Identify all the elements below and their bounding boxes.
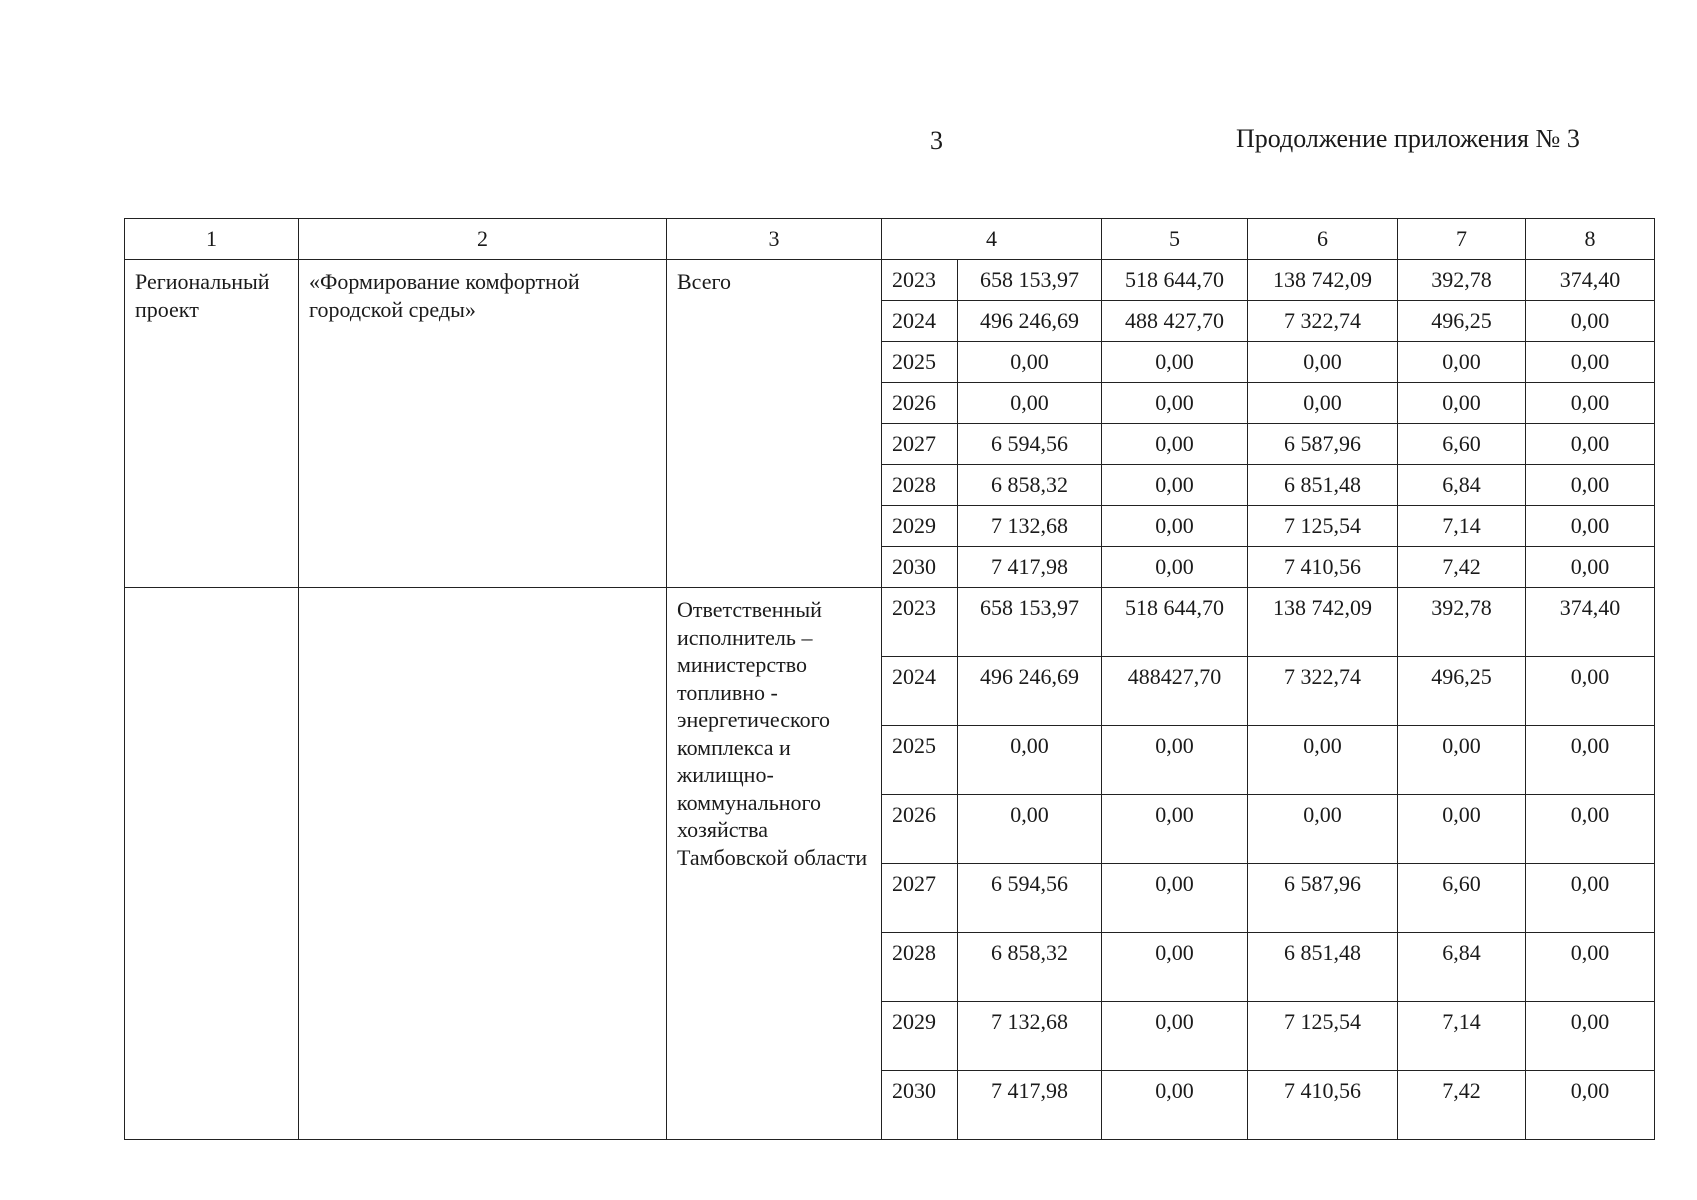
value-cell-5: 0,00 [1102,424,1248,465]
year-cell: 2024 [882,301,958,342]
value-cell-4: 496 246,69 [958,301,1102,342]
value-cell-6: 7 125,54 [1248,1002,1398,1071]
column-header-5: 5 [1102,219,1248,260]
value-cell-8: 0,00 [1526,1002,1655,1071]
value-cell-4: 658 153,97 [958,260,1102,301]
value-cell-6: 138 742,09 [1248,588,1398,657]
value-cell-7: 6,60 [1398,864,1526,933]
row-col1-text: Региональный проект [135,269,270,322]
year-cell: 2028 [882,933,958,1002]
value-cell-7: 0,00 [1398,795,1526,864]
column-header-7: 7 [1398,219,1526,260]
value-cell-8: 0,00 [1526,726,1655,795]
value-cell-8: 0,00 [1526,547,1655,588]
year-cell: 2029 [882,506,958,547]
table-row [125,260,1655,301]
row-col1-cell [125,588,299,1140]
value-cell-8: 0,00 [1526,864,1655,933]
value-cell-8: 374,40 [1526,588,1655,657]
value-cell-7: 0,00 [1398,383,1526,424]
value-cell-5: 0,00 [1102,864,1248,933]
row-col2-cell [299,588,667,1140]
value-cell-7: 7,14 [1398,1002,1526,1071]
value-cell-7: 7,42 [1398,547,1526,588]
year-cell: 2025 [882,726,958,795]
value-cell-8: 0,00 [1526,342,1655,383]
value-cell-6: 6 587,96 [1248,424,1398,465]
value-cell-4: 7 417,98 [958,547,1102,588]
year-cell: 2025 [882,342,958,383]
value-cell-5: 0,00 [1102,506,1248,547]
value-cell-7: 0,00 [1398,342,1526,383]
year-cell: 2026 [882,795,958,864]
value-cell-7: 392,78 [1398,260,1526,301]
value-cell-6: 6 587,96 [1248,864,1398,933]
value-cell-7: 7,42 [1398,1071,1526,1140]
column-header-2: 2 [299,219,667,260]
row-col3-cell [667,260,882,588]
row-col2-text [299,588,666,596]
value-cell-7: 6,84 [1398,933,1526,1002]
value-cell-4: 6 594,56 [958,424,1102,465]
value-cell-6: 0,00 [1248,795,1398,864]
value-cell-5: 0,00 [1102,342,1248,383]
value-cell-4: 0,00 [958,726,1102,795]
year-cell: 2026 [882,383,958,424]
value-cell-6: 7 322,74 [1248,657,1398,726]
year-cell: 2024 [882,657,958,726]
value-cell-8: 0,00 [1526,795,1655,864]
value-cell-5: 0,00 [1102,726,1248,795]
year-cell: 2030 [882,1071,958,1140]
value-cell-7: 7,14 [1398,506,1526,547]
value-cell-4: 7 417,98 [958,1071,1102,1140]
funding-table [124,218,1655,1140]
value-cell-4: 6 858,32 [958,465,1102,506]
row-col3-text: Ответственный исполнитель – министерство топливно - энергетического комплекса и жилищно-коммунального хозяйства Тамбовской области [677,597,868,870]
column-header-1: 1 [125,219,299,260]
value-cell-5: 488 427,70 [1102,301,1248,342]
column-header-row [125,219,1655,260]
table-body [125,219,1655,1140]
row-col2-cell [299,260,667,588]
value-cell-4: 7 132,68 [958,1002,1102,1071]
value-cell-4: 7 132,68 [958,506,1102,547]
value-cell-6: 7 410,56 [1248,547,1398,588]
value-cell-8: 0,00 [1526,301,1655,342]
row-col1-text [125,588,298,596]
value-cell-5: 518 644,70 [1102,588,1248,657]
value-cell-7: 6,60 [1398,424,1526,465]
row-col3-text: Всего [677,269,731,294]
value-cell-6: 6 851,48 [1248,465,1398,506]
continuation-label: Продолжение приложения № 3 [1236,124,1580,153]
value-cell-7: 496,25 [1398,657,1526,726]
value-cell-6: 138 742,09 [1248,260,1398,301]
value-cell-6: 7 410,56 [1248,1071,1398,1140]
value-cell-8: 0,00 [1526,424,1655,465]
value-cell-8: 0,00 [1526,933,1655,1002]
value-cell-6: 6 851,48 [1248,933,1398,1002]
year-cell: 2023 [882,588,958,657]
year-cell: 2030 [882,547,958,588]
value-cell-4: 0,00 [958,342,1102,383]
value-cell-5: 0,00 [1102,1071,1248,1140]
value-cell-5: 488427,70 [1102,657,1248,726]
value-cell-4: 0,00 [958,383,1102,424]
value-cell-4: 6 858,32 [958,933,1102,1002]
value-cell-8: 0,00 [1526,657,1655,726]
column-header-3: 3 [667,219,882,260]
value-cell-7: 0,00 [1398,726,1526,795]
value-cell-7: 392,78 [1398,588,1526,657]
value-cell-8: 0,00 [1526,383,1655,424]
column-header-6: 6 [1248,219,1398,260]
row-col1-cell [125,260,299,588]
value-cell-8: 0,00 [1526,465,1655,506]
value-cell-7: 496,25 [1398,301,1526,342]
value-cell-6: 0,00 [1248,342,1398,383]
value-cell-6: 7 125,54 [1248,506,1398,547]
value-cell-6: 0,00 [1248,726,1398,795]
column-header-8: 8 [1526,219,1655,260]
value-cell-4: 658 153,97 [958,588,1102,657]
row-col3-cell [667,588,882,1140]
row-col2-text: «Формирование комфортной городской среды» [309,269,580,322]
value-cell-4: 0,00 [958,795,1102,864]
year-cell: 2027 [882,424,958,465]
year-cell: 2029 [882,1002,958,1071]
value-cell-5: 0,00 [1102,795,1248,864]
column-header-4: 4 [882,219,1102,260]
value-cell-8: 374,40 [1526,260,1655,301]
value-cell-4: 6 594,56 [958,864,1102,933]
value-cell-6: 0,00 [1248,383,1398,424]
value-cell-5: 0,00 [1102,933,1248,1002]
year-cell: 2028 [882,465,958,506]
page-number: 3 [930,126,943,155]
value-cell-5: 0,00 [1102,1002,1248,1071]
value-cell-7: 6,84 [1398,465,1526,506]
value-cell-5: 0,00 [1102,383,1248,424]
table-row [125,588,1655,657]
value-cell-8: 0,00 [1526,1071,1655,1140]
value-cell-5: 0,00 [1102,547,1248,588]
value-cell-5: 0,00 [1102,465,1248,506]
value-cell-4: 496 246,69 [958,657,1102,726]
year-cell: 2027 [882,864,958,933]
value-cell-8: 0,00 [1526,506,1655,547]
year-cell: 2023 [882,260,958,301]
value-cell-6: 7 322,74 [1248,301,1398,342]
value-cell-5: 518 644,70 [1102,260,1248,301]
